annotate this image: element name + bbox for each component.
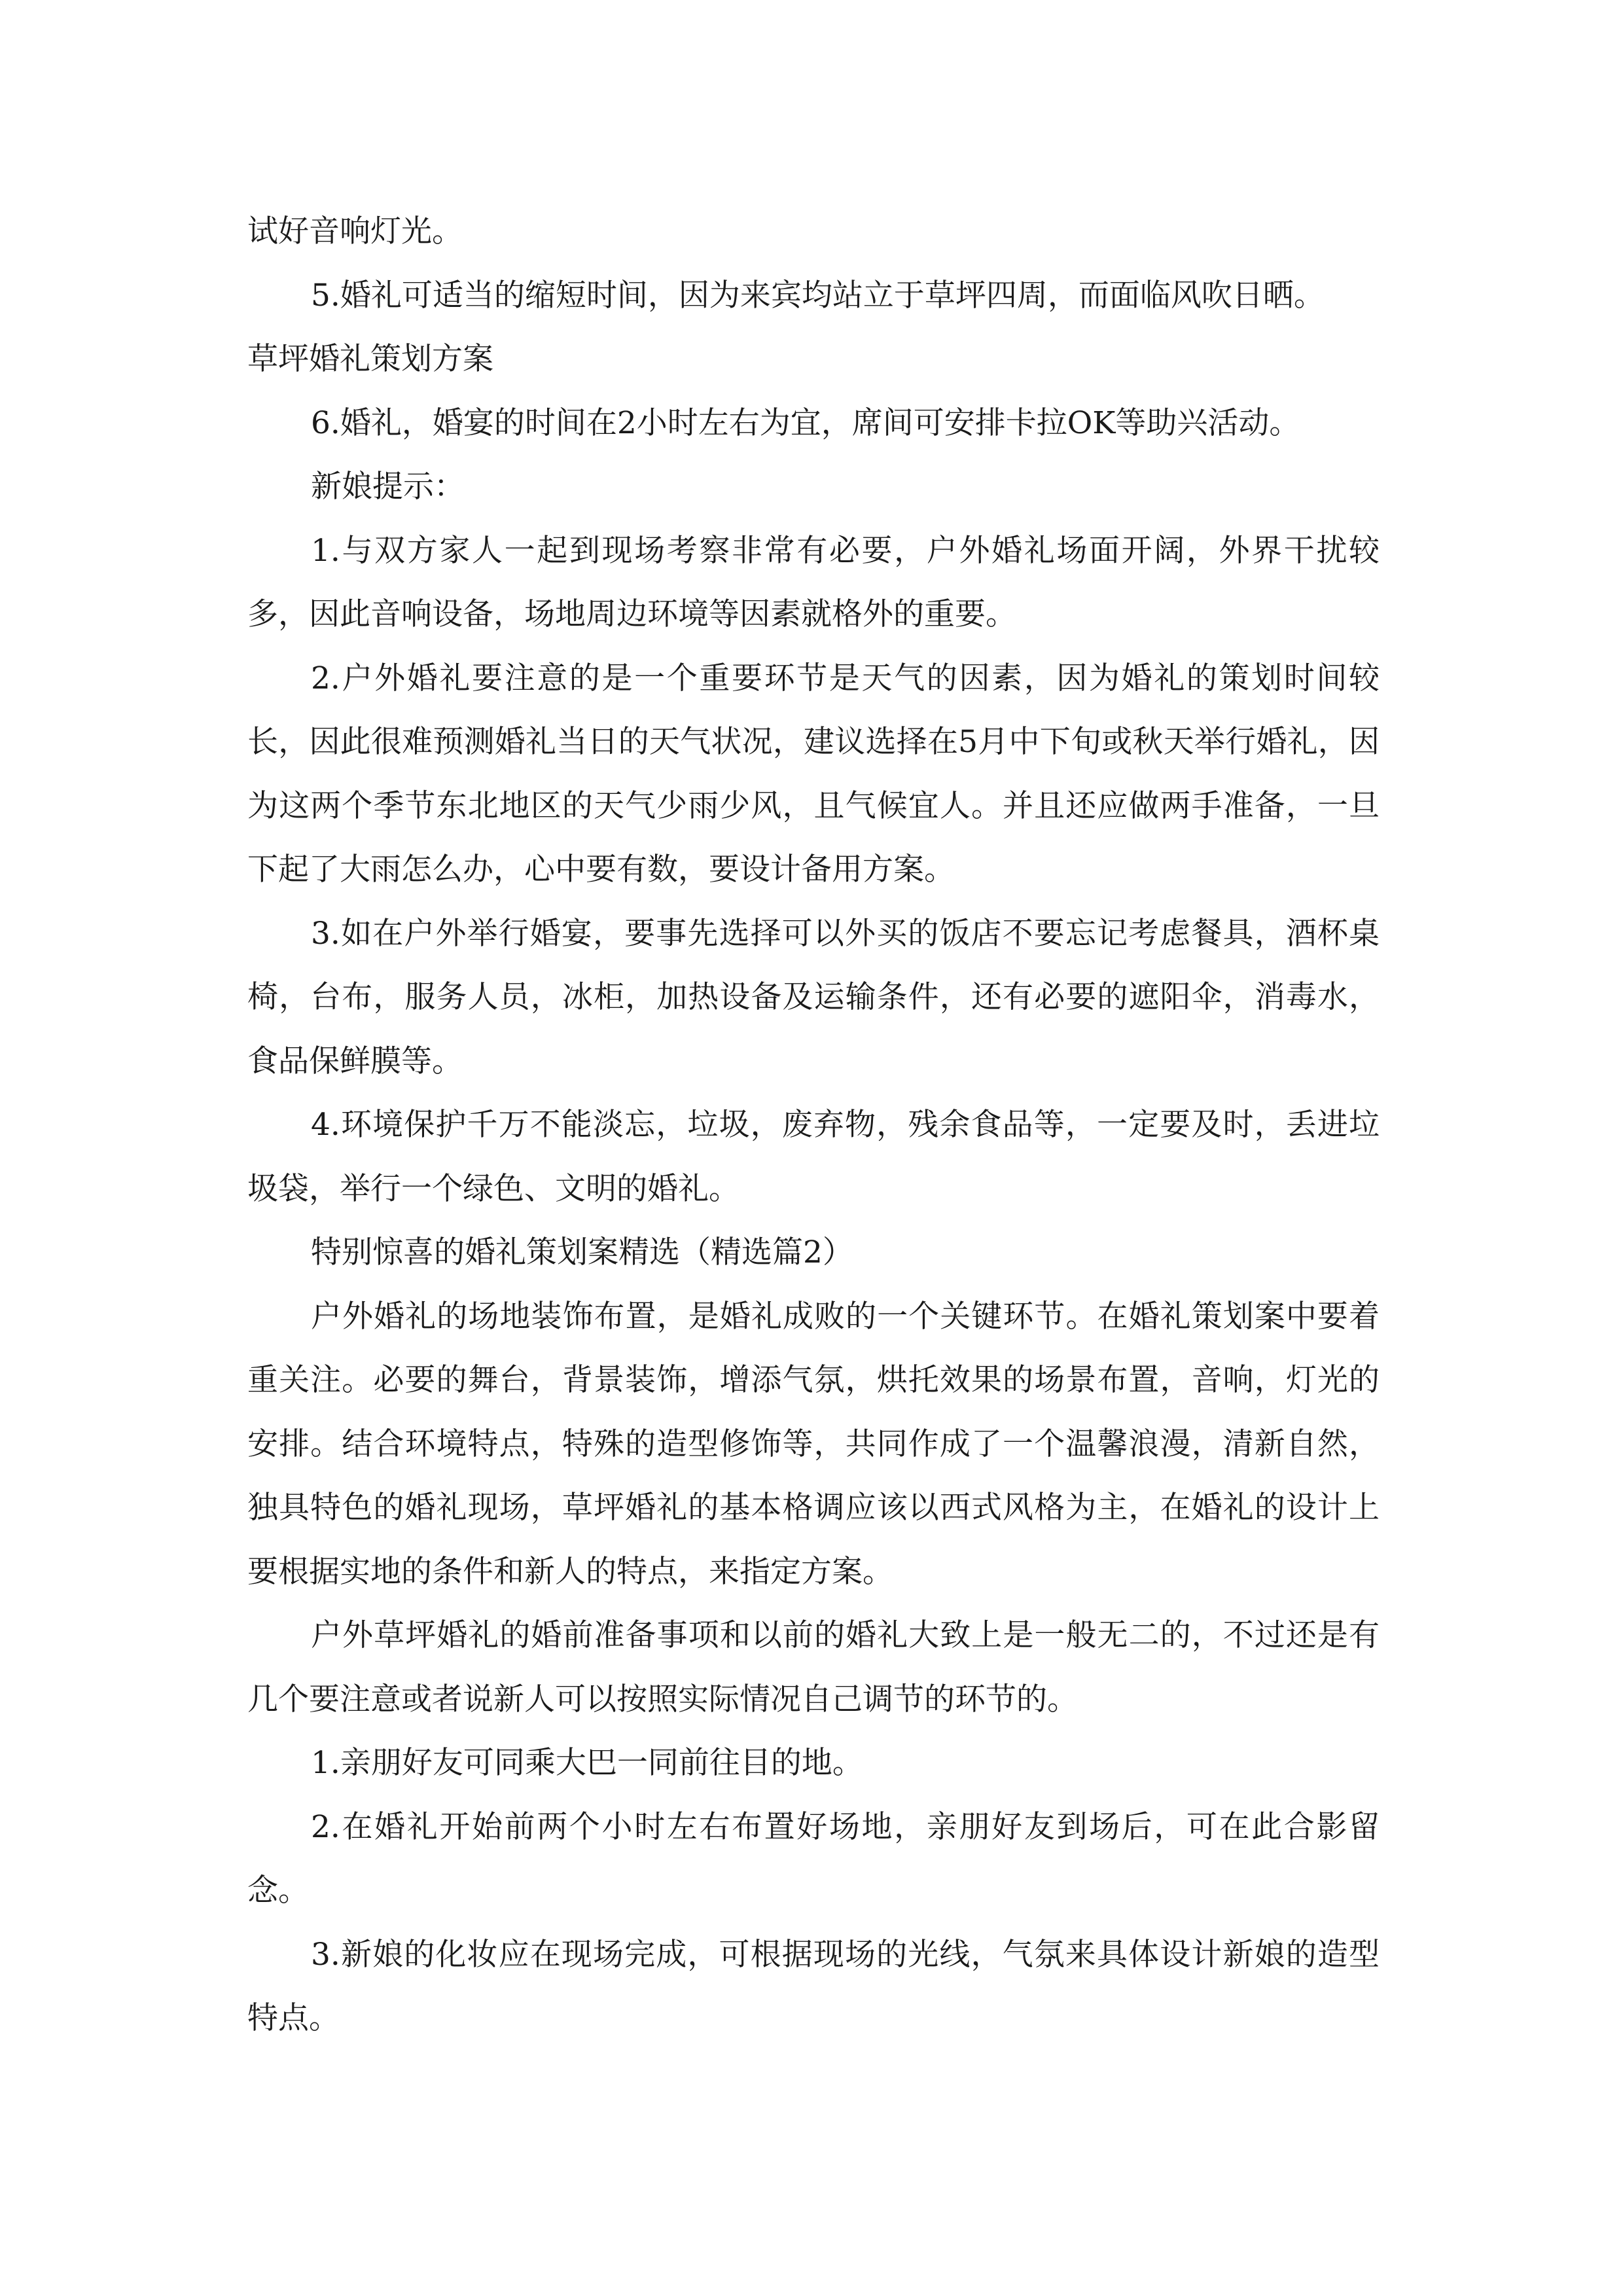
paragraph-4: 6.婚礼，婚宴的时间在2小时左右为宜，席间可安排卡拉OK等助兴活动。	[311, 404, 1300, 441]
prep-item-1: 1.亲朋好友可同乘大巴一同前往目的地。	[311, 1745, 863, 1781]
prep-item-2: 2.在婚礼开始前两个小时左右布置好场地，亲朋好友到场后，可在此合影留念。	[247, 1808, 1380, 1909]
tip-item-3: 3.如在户外举行婚宴，要事先选择可以外买的饭店不要忘记考虑餐具，酒杯桌椅，台布，服务人员，冰柜，加热设备及运输条件，还有必要的遮阳伞，消毒水，食品保鲜膜等。	[247, 915, 1380, 1079]
tip-item-4: 4.环境保护千万不能淡忘，垃圾，废弃物，残余食品等，一定要及时，丢进垃圾袋，举行一个绿色、文明的婚礼。	[247, 1107, 1380, 1207]
paragraph-venue-decoration: 户外婚礼的场地装饰布置，是婚礼成败的一个关键环节。在婚礼策划案中要着重关注。必要的舞台，背景装饰，增添气氛，烘托效果的场景布置，音响，灯光的安排。结合环境特点，特殊的造型修饰等，共同作成了一个温馨浪漫，清新自然，独具特色的婚礼现场，草坪婚礼的基本格调应该以西式风格为主，在婚礼的设计上要根据实地的条件和新人的特点，来指定方案。	[247, 1298, 1380, 1590]
bride-tips-heading: 新娘提示：	[311, 469, 465, 505]
section-heading-lawn-wedding-plan: 草坪婚礼策划方案	[247, 341, 493, 377]
paragraph-2: 5.婚礼可适当的缩短时间，因为来宾均站立于草坪四周，而面临风吹日晒。	[311, 277, 1325, 314]
tip-item-1: 1.与双方家人一起到现场考察非常有必要，户外婚礼场面开阔，外界干扰较多，因此音响设备，场地周边环境等因素就格外的重要。	[247, 532, 1380, 632]
paragraph-preparation: 户外草坪婚礼的婚前准备事项和以前的婚礼大致上是一般无二的，不过还是有几个要注意或者说新人可以按照实际情况自己调节的环节的。	[247, 1617, 1380, 1717]
prep-item-3: 3.新娘的化妆应在现场完成，可根据现场的光线，气氛来具体设计新娘的造型特点。	[247, 1936, 1380, 2036]
tip-item-2: 2.户外婚礼要注意的是一个重要环节是天气的因素，因为婚礼的策划时间较长，因此很难预测婚礼当日的天气状况，建议选择在5月中下旬或秋天举行婚礼，因为这两个季节东北地区的天气少雨少风，且气候宜人。并且还应做两手准备，一旦下起了大雨怎么办，心中要有数，要设计备用方案。	[247, 660, 1380, 888]
paragraph-1: 试好音响灯光。	[247, 213, 463, 249]
document-body	[247, 200, 1380, 2051]
section-heading-part-2: 特别惊喜的婚礼策划案精选（精选篇2）	[311, 1234, 853, 1270]
